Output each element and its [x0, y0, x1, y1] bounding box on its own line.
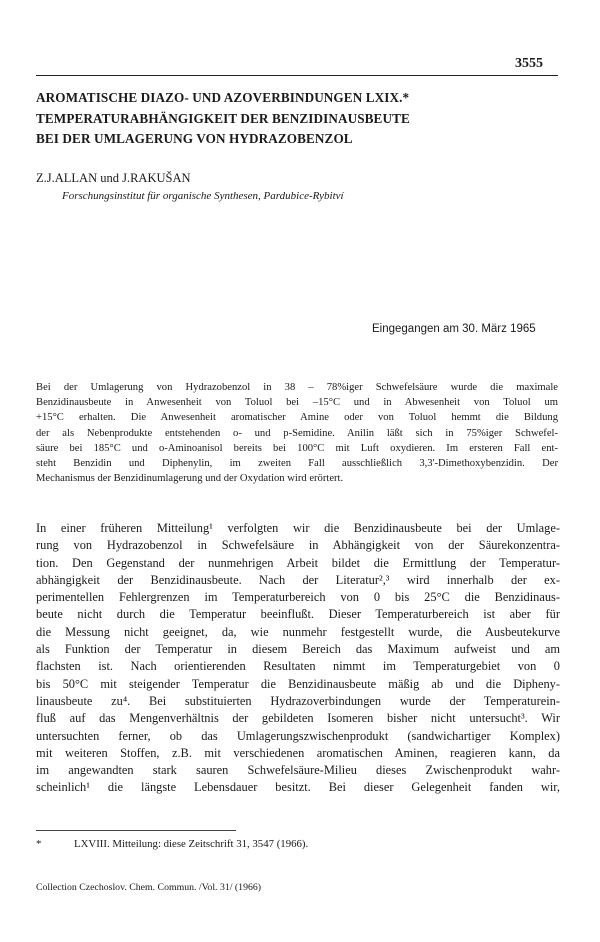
- body-line: bis 50°C mit steigender Temperatur die Benzidinausbeute mäßig ab und die Dipheny-: [36, 676, 560, 691]
- footnote-mark: *: [36, 838, 42, 850]
- body-line: tion. Den Gegenstand der nunmehrigen Arbeit bildet die Ermittlung der Temperatur-: [36, 555, 560, 570]
- body-line: flachsten ist. Nach orientierenden Resultaten nimmt im Temperaturgebiet von 0: [36, 659, 560, 674]
- header-rule: [36, 75, 558, 76]
- abstract-line: Bei der Umlagerung von Hydrazobenzol in 38 – 78%iger Schwefelsäure wurde die maximale: [36, 382, 558, 393]
- abstract-line: der als Nebenprodukte entstehenden o- und p-Semidine. Anilin läßt sich in 75%iger Schwefel-: [36, 427, 558, 439]
- affiliation: Forschungsinstitut für organische Synthesen, Pardubice-Rybitví: [62, 190, 344, 202]
- authors: Z.J.ALLAN und J.RAKUŠAN: [36, 171, 191, 185]
- body-line: mit weiteren Stoffen, z.B. mit verschiedenen aromatischen Aminen, reagieren kann, da: [36, 745, 560, 760]
- page-number: 3555: [515, 56, 543, 71]
- abstract-line: +15°C erhalten. Die Anwesenheit aromatischer Amine oder von Toluol hemmt die Bildung: [36, 412, 558, 424]
- body-line: perimentellen Fehlergrenzen im Temperaturbereich von 0 bis 25°C die Benzidinaus-: [36, 590, 560, 605]
- body-line: beute nicht durch die Temperatur beeinflußt. Dieser Temperaturbereich ist aber für: [36, 607, 560, 622]
- footnote-text: LXVIII. Mitteilung: diese Zeitschrift 31, 3547 (1966).: [74, 838, 309, 850]
- body-line: als Funktion der Temperatur in diesem Bereich das Maximum aufweist und am: [36, 642, 560, 657]
- received-date: Eingegangen am 30. März 1965: [372, 323, 536, 335]
- title-line: BEI DER UMLAGERUNG VON HYDRAZOBENZOL: [36, 131, 353, 146]
- body-line: im angewandten stark sauren Schwefelsäure-Milieu dieses Zwischenprodukt wahr-: [36, 763, 560, 778]
- footnote-rule: [36, 830, 236, 831]
- abstract-line: Mechanismus der Benzidinumlagerung und der Oxydation wird erörtert.: [36, 473, 344, 485]
- body-text: [36, 520, 560, 797]
- journal-citation: Collection Czechoslov. Chem. Commun. /Vol. 31/ (1966): [36, 882, 262, 893]
- article-title: [36, 88, 566, 150]
- abstract-line: säure bei 185°C und o-Aminoanisol bereits bei 100°C mit Luft oxydieren. Im ersteren Fall ent-: [36, 442, 558, 454]
- body-line: untersuchten ferner, ob das Umlagerungszwischenprodukt (sandwichartiger Komplex): [36, 728, 560, 743]
- body-line: linausbeute zu⁴. Bei substituierten Hydrazoverbindungen wurde der Temperaturein-: [36, 693, 560, 708]
- abstract: [36, 380, 558, 486]
- body-line: In einer früheren Mitteilung¹ verfolgten wir die Benzidinausbeute bei der Umlage-: [36, 521, 560, 535]
- title-line: AROMATISCHE DIAZO- UND AZOVERBINDUNGEN LXIX.*: [36, 90, 410, 105]
- body-line: die Messung nicht geeignet, da, wie nunmehr festgestellt wurde, die Ausbeutekurve: [36, 624, 560, 639]
- body-line: scheinlich¹ die längste Lebensdauer besitzt. Bei dieser Gelegenheit fanden wir,: [36, 780, 560, 795]
- title-line: TEMPERATURABHÄNGIGKEIT DER BENZIDINAUSBEUTE: [36, 110, 410, 126]
- abstract-line: steht Benzidin und Diphenylin, im zweiten Fall ausschließlich 3,3'-Dimethoxybenzidin. Der: [36, 458, 558, 470]
- body-line: fluß auf das Mengenverhältnis der gebildeten Isomeren bisher nicht untersucht³. Wir: [36, 711, 560, 726]
- abstract-line: Benzidinausbeute in Anwesenheit von Toluol bei –15°C und in Abwesenheit von Toluol um: [36, 397, 558, 409]
- footnote: [36, 838, 308, 850]
- body-line: rung von Hydrazobenzol in Schwefelsäure in Abhängigkeit von der Säurekonzentra-: [36, 538, 560, 553]
- body-line: abhängigkeit der Benzidinausbeute. Nach der Literatur²,³ wird innerhalb der ex-: [36, 572, 560, 587]
